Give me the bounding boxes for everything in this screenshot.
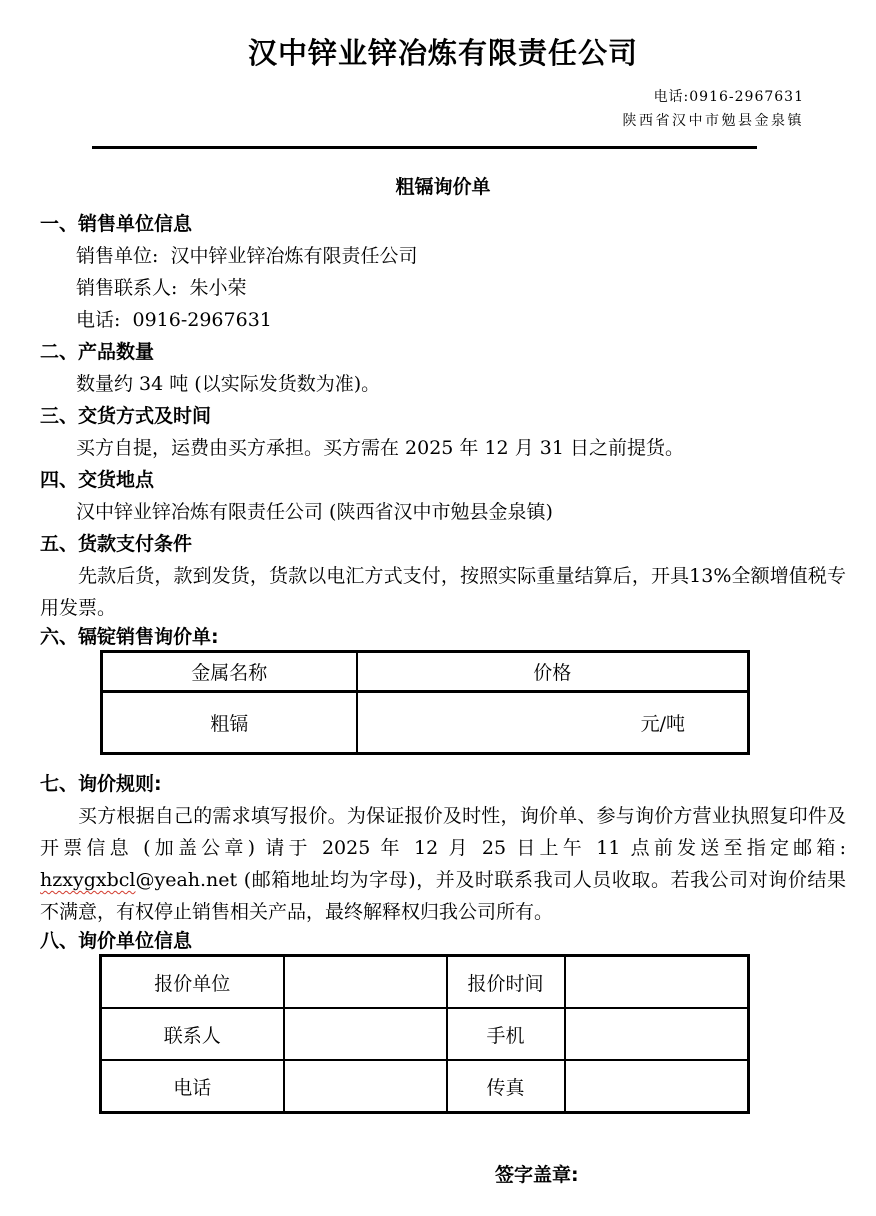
seller-unit-line: 销售单位: 汉中锌业锌冶炼有限责任公司 bbox=[76, 245, 418, 267]
inquiry-unit-info-table bbox=[99, 954, 750, 1114]
delivery-terms-line: 买方自提，运费由买方承担。买方需在 2025 年 12 月 31 日之前提货。 bbox=[76, 437, 684, 459]
email-address-domain: @yeah.net bbox=[135, 869, 238, 891]
letterhead-contact bbox=[40, 85, 846, 133]
quote-unit-input-cell[interactable] bbox=[284, 956, 447, 1009]
section-1-heading: 一、销售单位信息 bbox=[40, 213, 193, 235]
delivery-location-line: 汉中锌业锌冶炼有限责任公司 (陕西省汉中市勉县金泉镇) bbox=[76, 501, 553, 523]
section-8-heading: 八、询价单位信息 bbox=[40, 930, 193, 952]
fax-label-cell: 传真 bbox=[447, 1060, 565, 1113]
payment-terms-paragraph: 先款后货，款到发货，货款以电汇方式支付，按照实际重量结算后，开具13%全额增值税专用发票。 bbox=[40, 565, 846, 619]
signature-stamp-label: 签字盖章: bbox=[495, 1164, 579, 1186]
mobile-input-cell[interactable] bbox=[565, 1008, 749, 1060]
letterhead-phone: 电话:0916-2967631 bbox=[653, 89, 804, 105]
company-title: 汉中锌业锌冶炼有限责任公司 bbox=[247, 36, 638, 70]
price-input-cell[interactable] bbox=[357, 692, 749, 754]
contact-person-label-cell: 联系人 bbox=[101, 1008, 284, 1060]
rules-text-before-email: 买方根据自己的需求填写报价。为保证报价及时性，询价单、参与询价方营业执照复印件及开票信息 (加盖公章) 请于 2025 年 12 月 25 日上午 11 点前发送至指定邮箱: bbox=[40, 805, 846, 859]
mobile-label-cell: 手机 bbox=[447, 1008, 565, 1060]
price-header: 价格 bbox=[357, 652, 749, 692]
seller-phone-line: 电话: 0916-2967631 bbox=[76, 309, 272, 331]
section-5-heading: 五、货款支付条件 bbox=[40, 533, 193, 555]
price-table-data-row bbox=[102, 692, 749, 754]
section-2-heading: 二、产品数量 bbox=[40, 341, 155, 363]
cadmium-price-table bbox=[100, 650, 750, 755]
section-4-heading: 四、交货地点 bbox=[40, 469, 155, 491]
phone-input-cell[interactable] bbox=[284, 1060, 447, 1113]
quote-unit-label-cell: 报价单位 bbox=[101, 956, 284, 1009]
letterhead-divider bbox=[92, 146, 757, 149]
quote-time-input-cell[interactable] bbox=[565, 956, 749, 1009]
metal-name-cell: 粗镉 bbox=[102, 692, 357, 754]
info-table-row-3 bbox=[101, 1060, 749, 1113]
seller-contact-line: 销售联系人: 朱小荣 bbox=[76, 277, 247, 299]
section-7-heading: 七、询价规则: bbox=[40, 773, 162, 795]
info-table-row-1 bbox=[101, 956, 749, 1009]
phone-label-cell: 电话 bbox=[101, 1060, 284, 1113]
letterhead-address: 陕西省汉中市勉县金泉镇 bbox=[622, 113, 804, 129]
metal-name-header: 金属名称 bbox=[102, 652, 357, 692]
price-unit-label: 元/吨 bbox=[640, 713, 685, 735]
section-6-heading: 六、镉锭销售询价单: bbox=[40, 626, 219, 648]
quote-time-label-cell: 报价时间 bbox=[447, 956, 565, 1009]
price-table-header-row bbox=[102, 652, 749, 692]
rules-text-after-email: (邮箱地址均为字母)，并及时联系我司人员收取。若我公司对询价结果不满意，有权停止销售相关产品，最终解释权归我公司所有。 bbox=[40, 869, 846, 923]
fax-input-cell[interactable] bbox=[565, 1060, 749, 1113]
email-address-local: hzxygxbcl bbox=[40, 869, 136, 891]
quantity-line: 数量约 34 吨 (以实际发货数为准)。 bbox=[76, 373, 381, 395]
section-3-heading: 三、交货方式及时间 bbox=[40, 405, 212, 427]
inquiry-rules-paragraph bbox=[40, 800, 846, 928]
contact-person-input-cell[interactable] bbox=[284, 1008, 447, 1060]
form-title: 粗镉询价单 bbox=[395, 176, 491, 198]
info-table-row-2 bbox=[101, 1008, 749, 1060]
